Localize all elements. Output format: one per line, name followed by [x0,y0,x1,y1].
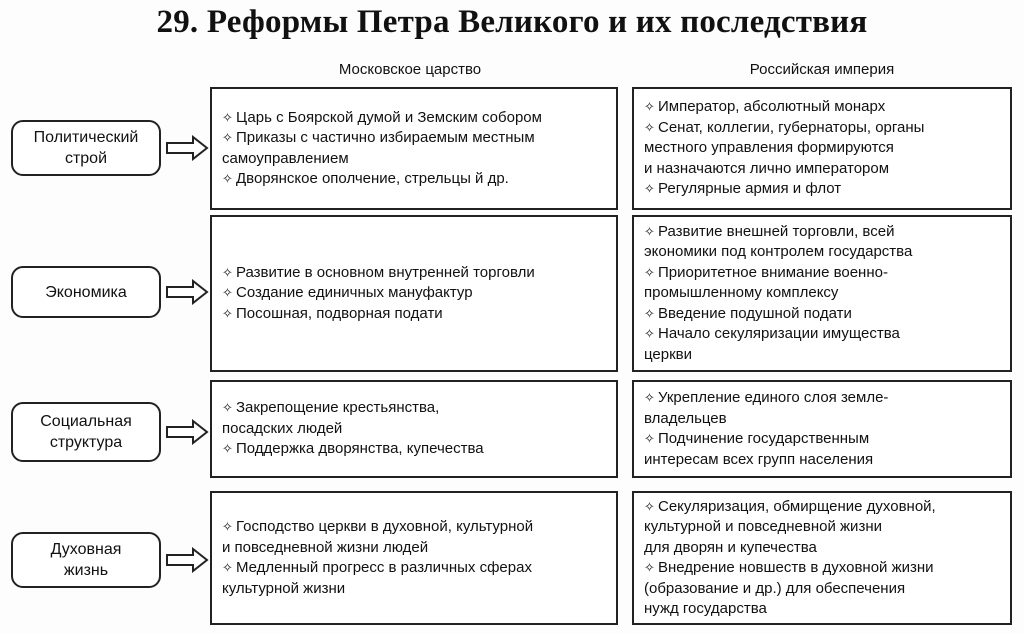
list-item [644,97,1002,118]
bullet-icon: ✧ [222,285,233,301]
bullet-icon: ✧ [644,264,655,280]
arrow-right-icon [165,419,209,445]
item-text: посадских людей [222,419,343,437]
row-label-text: жизнь [63,562,109,579]
russian-empire-social-structure-box [632,380,1012,478]
item-text: промышленному комплексу [644,284,839,302]
bullet-icon: ✧ [644,560,655,575]
item-text: Внедрение новшеств в духовной жизни [658,559,934,576]
item-text: Царь с Боярской думой и Земским собором [236,108,542,126]
row-label-social-structure [11,402,161,462]
row-label-economy [11,266,161,318]
bullet-icon: ✧ [222,130,233,145]
page-title: 29. Реформы Петра Великого и их последствия [156,4,868,40]
row-label-text: Политический [33,129,139,146]
moscow-tsardom-spiritual-life-box [210,491,618,625]
russian-empire-spiritual-life-box [632,491,1012,625]
item-text: самоуправлением [222,149,349,167]
row-label-text: Социальная [40,413,132,430]
list-item [222,169,608,190]
item-text: Развитие внешней торговли, всей [658,222,895,240]
bullet-icon: ✧ [644,119,655,135]
bullet-icon: ✧ [222,400,233,416]
list-item [644,497,1002,559]
bullet-icon: ✧ [644,99,655,115]
list-item [644,118,1002,180]
item-text: Господство церкви в духовной, культурной [236,518,534,535]
item-text: Подчинение государственным [658,430,870,447]
item-text: Сенат, коллегии, губернаторы, органы [658,118,925,136]
item-text: Регулярные армия и флот [658,180,842,198]
list-item [644,179,1002,200]
list-item [222,128,608,169]
bullet-icon: ✧ [222,519,233,534]
list-item [222,558,608,599]
item-text: культурной жизни [222,579,346,597]
bullet-icon: ✧ [222,171,233,186]
item-text: экономики под контролем государства [644,243,913,261]
arrow-right-icon [165,279,209,305]
row-label-text: строй [64,150,108,167]
list-item [644,304,1002,325]
item-text: и повседневной жизни людей [222,538,429,556]
item-text: Создание единичных мануфактур [236,284,473,302]
bullet-icon: ✧ [644,223,655,239]
list-item [644,263,1002,304]
item-text: нужд государства [644,600,767,617]
item-text: Посошная, подворная подати [236,304,443,322]
list-item [644,429,1002,470]
list-item [222,304,608,325]
item-text: Секуляризация, обмирщение духовной, [658,497,936,515]
item-text: и назначаются лично императором [644,159,890,177]
row-label-text: Духовная [50,541,122,558]
bullet-icon: ✧ [644,390,655,405]
item-text: Введение подушной подати [658,304,852,322]
item-text: местного управления формируются [644,139,894,157]
item-text: Приоритетное внимание военно- [658,263,888,281]
russian-empire-economy-box [632,215,1012,372]
list-item [222,398,608,439]
item-text: (образование и др.) для обеспечения [644,579,906,597]
bullet-icon: ✧ [644,305,655,321]
moscow-tsardom-social-structure-box [210,380,618,478]
item-text: Приказы с частично избираемым местным [236,129,535,146]
arrow-right-icon [165,135,209,161]
item-text: Дворянское ополчение, стрельцы й др. [236,170,509,187]
item-text: церкви [644,345,693,363]
bullet-icon: ✧ [222,109,233,125]
moscow-tsardom-economy-box [210,215,618,372]
item-text: Укрепление единого слоя земле- [658,389,889,406]
row-label-political-system [11,120,161,176]
list-item [644,324,1002,365]
item-text: Поддержка дворянства, купечества [236,440,484,458]
item-text: Развитие в основном внутренней торговли [236,263,535,281]
bullet-icon: ✧ [644,431,655,446]
moscow-tsardom-political-system-box [210,87,618,210]
row-label-text: Экономика [45,283,127,301]
list-item [222,263,608,284]
list-item [222,108,608,129]
bullet-icon: ✧ [644,498,655,514]
item-text: владельцев [644,409,727,427]
arrow-right-icon [165,547,209,573]
item-text: культурной и повседневной жизни [644,518,882,535]
list-item [222,439,608,460]
column-header-moscow-tsardom: Московское царство [338,61,482,78]
row-label-text: структура [49,434,123,451]
bullet-icon: ✧ [222,441,233,457]
list-item [222,517,608,558]
russian-empire-political-system-box [632,87,1012,210]
list-item [644,558,1002,620]
item-text: для дворян и купечества [644,538,817,556]
list-item [644,388,1002,429]
item-text: интересам всех групп населения [644,450,874,468]
item-text: Медленный прогресс в различных сферах [236,559,532,576]
list-item [644,222,1002,263]
list-item [222,283,608,304]
bullet-icon: ✧ [644,326,655,342]
bullet-icon: ✧ [644,181,655,197]
bullet-icon: ✧ [222,305,233,321]
item-text: Начало секуляризации имущества [658,325,900,343]
item-text: Император, абсолютный монарх [658,98,886,116]
column-header-russian-empire: Российская империя [749,61,895,78]
row-label-spiritual-life [11,532,161,588]
item-text: Закрепощение крестьянства, [236,399,440,417]
bullet-icon: ✧ [222,560,233,575]
bullet-icon: ✧ [222,264,233,280]
